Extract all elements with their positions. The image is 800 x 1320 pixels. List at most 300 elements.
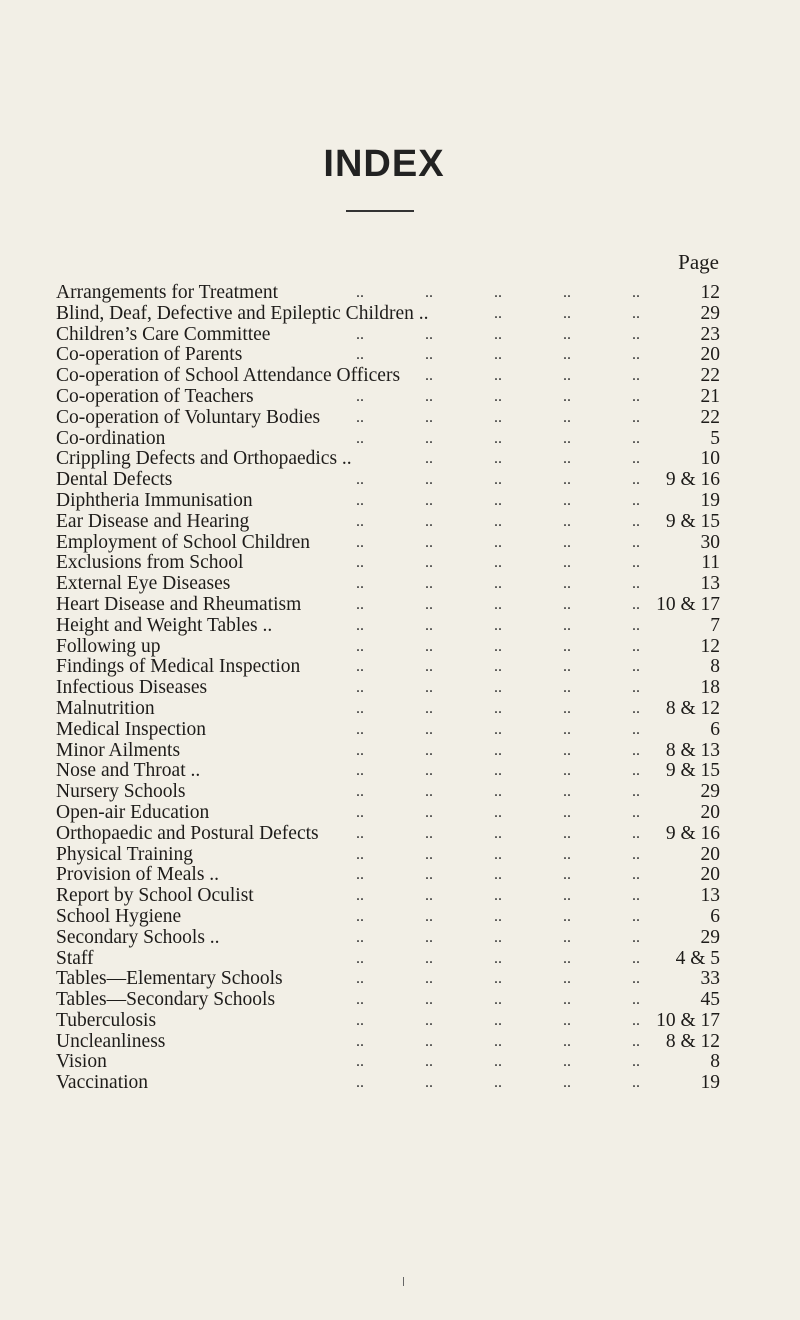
entry-page-number: 21 (700, 385, 720, 407)
title-divider (346, 210, 414, 212)
dot-leader: .. (563, 284, 571, 301)
entry-page-number: 22 (700, 365, 720, 387)
dot-leader: .. (632, 533, 640, 551)
index-entry (56, 637, 720, 658)
index-entry (56, 553, 720, 574)
dot-leader: .. (632, 304, 640, 322)
entry-label: Employment of School Children (56, 531, 311, 553)
dot-leader: .. (494, 1011, 502, 1029)
dot-leader: .. (563, 429, 571, 447)
dot-leader: .. (425, 928, 433, 946)
index-entry (56, 1052, 720, 1073)
dot-leader: .. (494, 616, 502, 634)
dot-leader: .. (356, 1011, 364, 1029)
dot-leader: .. (494, 491, 502, 509)
entry-label: Vaccination (56, 1072, 149, 1094)
entry-label: Heart Disease and Rheumatism (56, 593, 302, 615)
dot-leader: .. (563, 845, 571, 863)
dot-leader: .. (356, 346, 364, 364)
dot-leader: .. (494, 762, 502, 780)
entry-label: Orthopaedic and Postural Defects (56, 822, 319, 844)
index-entry (56, 283, 720, 304)
dot-leader: .. (425, 658, 433, 676)
index-entry (56, 449, 720, 470)
entry-page-number: 45 (700, 989, 720, 1011)
dot-leader: .. (494, 887, 502, 905)
dot-leader: .. (425, 699, 433, 717)
dot-leader: .. (356, 554, 364, 572)
dot-leader: .. (632, 762, 640, 780)
entry-page-number: 7 (710, 614, 720, 636)
index-entry (56, 616, 720, 637)
dot-leader: .. (425, 1011, 433, 1029)
dot-leader: .. (494, 429, 502, 447)
dot-leader: .. (632, 991, 640, 1009)
dot-leader: .. (425, 679, 433, 697)
entry-page-number: 13 (700, 573, 720, 595)
index-entry (56, 741, 720, 762)
dot-leader: .. (425, 1032, 433, 1050)
entry-page-number: 23 (700, 323, 720, 345)
dot-leader: .. (632, 783, 640, 801)
dot-leader: .. (494, 304, 502, 322)
index-entry (56, 304, 720, 325)
dot-leader: .. (425, 907, 433, 925)
entry-page-number: 29 (700, 302, 720, 324)
dot-leader: .. (425, 367, 433, 385)
entry-label: Exclusions from School (56, 552, 244, 574)
dot-leader: .. (494, 866, 502, 884)
dot-leader: .. (494, 408, 502, 426)
dot-leader: .. (563, 512, 571, 530)
dot-leader: .. (494, 949, 502, 967)
index-entry (56, 865, 720, 886)
dot-leader: .. (425, 991, 433, 1009)
dot-leader: .. (494, 595, 502, 613)
entry-page-number: 8 (710, 656, 720, 678)
index-entry (56, 366, 720, 387)
dot-leader: .. (356, 845, 364, 863)
dot-leader: .. (356, 471, 364, 489)
dot-leader: .. (563, 970, 571, 988)
dot-leader: .. (632, 429, 640, 447)
dot-leader: .. (632, 637, 640, 655)
dot-leader: .. (632, 658, 640, 676)
dot-leader: .. (356, 637, 364, 655)
dot-leader: .. (494, 554, 502, 572)
dot-leader: .. (632, 616, 640, 634)
dot-leader: .. (494, 720, 502, 738)
dot-leader: .. (632, 949, 640, 967)
dot-leader: .. (632, 450, 640, 468)
dot-leader: .. (425, 346, 433, 364)
dot-leader: .. (356, 1032, 364, 1050)
entry-label: Infectious Diseases (56, 677, 208, 699)
dot-leader: .. (563, 616, 571, 634)
entry-page-number: 20 (700, 843, 720, 865)
dot-leader: .. (425, 575, 433, 593)
dot-leader: .. (356, 512, 364, 530)
dot-leader: .. (563, 720, 571, 738)
entry-label: Findings of Medical Inspection (56, 656, 301, 678)
dot-leader: .. (632, 284, 640, 301)
dot-leader: .. (563, 533, 571, 551)
dot-leader: .. (356, 387, 364, 405)
entry-label: Ear Disease and Hearing (56, 510, 250, 532)
dot-leader: .. (563, 346, 571, 364)
entry-label: Co-operation of Voluntary Bodies (56, 406, 321, 428)
index-entry (56, 699, 720, 720)
dot-leader: .. (494, 325, 502, 343)
entry-page-number: 30 (700, 531, 720, 553)
entry-page-number: 13 (700, 885, 720, 907)
dot-leader: .. (425, 1074, 433, 1092)
entry-label: Staff (56, 947, 94, 969)
dot-leader: .. (494, 346, 502, 364)
dot-leader: .. (356, 803, 364, 821)
dot-leader: .. (425, 637, 433, 655)
entry-label: Malnutrition (56, 697, 155, 719)
dot-leader: .. (425, 887, 433, 905)
dot-leader: .. (356, 1074, 364, 1092)
dot-leader: .. (632, 1053, 640, 1071)
entry-page-number: 9 & 15 (665, 760, 720, 782)
dot-leader: .. (632, 679, 640, 697)
dot-leader: .. (494, 450, 502, 468)
dot-leader: .. (632, 554, 640, 572)
dot-leader: .. (356, 533, 364, 551)
dot-leader: .. (563, 699, 571, 717)
dot-leader: .. (632, 887, 640, 905)
entry-page-number: 12 (700, 282, 720, 303)
dot-leader: .. (425, 408, 433, 426)
entry-label: Co-operation of Parents (56, 344, 243, 366)
dot-leader: .. (494, 907, 502, 925)
dot-leader: .. (425, 824, 433, 842)
dot-leader: .. (356, 325, 364, 343)
index-entry (56, 949, 720, 970)
dot-leader: .. (425, 595, 433, 613)
entry-label: Open-air Education (56, 801, 210, 823)
dot-leader: .. (494, 367, 502, 385)
dot-leader: .. (563, 387, 571, 405)
dot-leader: .. (356, 658, 364, 676)
index-entry (56, 678, 720, 699)
dot-leader: .. (563, 679, 571, 697)
entry-label: Provision of Meals .. (56, 864, 220, 886)
dot-leader: .. (356, 824, 364, 842)
index-entry (56, 720, 720, 741)
dot-leader: .. (494, 1053, 502, 1071)
index-entry (56, 990, 720, 1011)
dot-leader: .. (563, 471, 571, 489)
dot-leader: .. (632, 346, 640, 364)
index-entry (56, 928, 720, 949)
entry-page-number: 8 & 12 (665, 1030, 720, 1052)
index-entry (56, 803, 720, 824)
entry-page-number: 20 (700, 801, 720, 823)
entry-label: Physical Training (56, 843, 194, 865)
entry-page-number: 4 & 5 (675, 947, 720, 969)
index-entry-list (56, 283, 720, 1094)
dot-leader: .. (425, 866, 433, 884)
dot-leader: .. (494, 803, 502, 821)
entry-page-number: 11 (701, 552, 720, 574)
dot-leader: .. (494, 928, 502, 946)
entry-page-number: 9 & 16 (665, 822, 720, 844)
dot-leader: .. (632, 699, 640, 717)
dot-leader: .. (356, 991, 364, 1009)
dot-leader: .. (494, 1032, 502, 1050)
dot-leader: .. (563, 866, 571, 884)
dot-leader: .. (356, 970, 364, 988)
dot-leader: .. (632, 824, 640, 842)
dot-leader: .. (563, 803, 571, 821)
dot-leader: .. (563, 741, 571, 759)
dot-leader: .. (494, 699, 502, 717)
entry-label: Co-operation of Teachers (56, 385, 254, 407)
dot-leader: .. (356, 699, 364, 717)
dot-leader: .. (425, 491, 433, 509)
index-entry (56, 512, 720, 533)
dot-leader: .. (425, 741, 433, 759)
dot-leader: .. (563, 637, 571, 655)
dot-leader: .. (356, 907, 364, 925)
dot-leader: .. (494, 970, 502, 988)
entry-page-number: 9 & 15 (665, 510, 720, 532)
entry-label: Tables—Elementary Schools (56, 968, 283, 990)
dot-leader: .. (632, 471, 640, 489)
dot-leader: .. (494, 471, 502, 489)
dot-leader: .. (563, 762, 571, 780)
entry-page-number: 19 (700, 1072, 720, 1094)
dot-leader: .. (563, 887, 571, 905)
entry-label: Arrangements for Treatment (56, 282, 279, 303)
index-entry (56, 470, 720, 491)
entry-page-number: 10 & 17 (656, 593, 720, 615)
dot-leader: .. (632, 387, 640, 405)
entry-label: Co-operation of School Attendance Officers (56, 365, 401, 387)
dot-leader: .. (425, 803, 433, 821)
index-entry (56, 845, 720, 866)
dot-leader: .. (632, 1011, 640, 1029)
entry-page-number: 33 (700, 968, 720, 990)
dot-leader: .. (632, 866, 640, 884)
dot-leader: .. (494, 845, 502, 863)
dot-leader: .. (356, 928, 364, 946)
entry-label: External Eye Diseases (56, 573, 231, 595)
dot-leader: .. (632, 741, 640, 759)
index-entry (56, 907, 720, 928)
dot-leader: .. (356, 491, 364, 509)
dot-leader: .. (563, 450, 571, 468)
dot-leader: .. (425, 325, 433, 343)
dot-leader: .. (563, 928, 571, 946)
entry-label: Medical Inspection (56, 718, 206, 740)
index-entry (56, 325, 720, 346)
dot-leader: .. (356, 616, 364, 634)
dot-leader: .. (356, 866, 364, 884)
entry-label: Dental Defects (56, 469, 173, 491)
dot-leader: .. (425, 970, 433, 988)
entry-label: Co-ordination (56, 427, 166, 449)
dot-leader: .. (356, 284, 364, 301)
dot-leader: .. (563, 1053, 571, 1071)
dot-leader: .. (494, 637, 502, 655)
dot-leader: .. (563, 949, 571, 967)
index-entry (56, 657, 720, 678)
dot-leader: .. (494, 679, 502, 697)
dot-leader: .. (425, 512, 433, 530)
dot-leader: .. (356, 720, 364, 738)
entry-label: Report by School Oculist (56, 885, 254, 907)
entry-page-number: 10 (700, 448, 720, 470)
dot-leader: .. (425, 533, 433, 551)
dot-leader: .. (632, 1032, 640, 1050)
dot-leader: .. (494, 512, 502, 530)
index-entry (56, 595, 720, 616)
dot-leader: .. (632, 325, 640, 343)
dot-leader: .. (425, 616, 433, 634)
dot-leader: .. (494, 284, 502, 301)
entry-page-number: 29 (700, 781, 720, 803)
dot-leader: .. (632, 575, 640, 593)
dot-leader: .. (632, 367, 640, 385)
dot-leader: .. (494, 741, 502, 759)
entry-page-number: 18 (700, 677, 720, 699)
entry-label: Nose and Throat .. (56, 760, 201, 782)
dot-leader: .. (425, 949, 433, 967)
dot-leader: .. (563, 658, 571, 676)
dot-leader: .. (425, 471, 433, 489)
dot-leader: .. (356, 887, 364, 905)
page-column-heading: Page (678, 250, 719, 274)
dot-leader: .. (425, 1053, 433, 1071)
dot-leader: .. (356, 679, 364, 697)
dot-leader: .. (356, 408, 364, 426)
dot-leader: .. (425, 845, 433, 863)
entry-page-number: 29 (700, 926, 720, 948)
index-entry (56, 429, 720, 450)
dot-leader: .. (563, 1074, 571, 1092)
dot-leader: .. (563, 408, 571, 426)
dot-leader: .. (632, 595, 640, 613)
entry-label: Diphtheria Immunisation (56, 489, 253, 511)
index-entry (56, 1032, 720, 1053)
index-entry (56, 782, 720, 803)
dot-leader: .. (563, 1011, 571, 1029)
dot-leader: .. (494, 387, 502, 405)
printer-mark (403, 1277, 404, 1286)
dot-leader: .. (632, 845, 640, 863)
dot-leader: .. (632, 720, 640, 738)
entry-page-number: 10 & 17 (656, 1009, 720, 1031)
index-entry (56, 491, 720, 512)
dot-leader: .. (563, 491, 571, 509)
entry-label: Children’s Care Committee (56, 323, 271, 345)
dot-leader: .. (494, 783, 502, 801)
dot-leader: .. (632, 970, 640, 988)
entry-label: Secondary Schools .. (56, 926, 220, 948)
dot-leader: .. (494, 1074, 502, 1092)
index-entry (56, 969, 720, 990)
dot-leader: .. (494, 991, 502, 1009)
dot-leader: .. (563, 554, 571, 572)
dot-leader: .. (425, 762, 433, 780)
dot-leader: .. (563, 304, 571, 322)
entry-label: Vision (56, 1051, 107, 1073)
dot-leader: .. (632, 512, 640, 530)
dot-leader: .. (632, 803, 640, 821)
dot-leader: .. (632, 1074, 640, 1092)
dot-leader: .. (563, 783, 571, 801)
entry-page-number: 20 (700, 864, 720, 886)
entry-label: Blind, Deaf, Defective and Epileptic Children .. (56, 302, 429, 324)
index-entry (56, 886, 720, 907)
entry-page-number: 5 (710, 427, 720, 449)
dot-leader: .. (356, 783, 364, 801)
dot-leader: .. (563, 991, 571, 1009)
dot-leader: .. (632, 491, 640, 509)
entry-label: Uncleanliness (56, 1030, 166, 1052)
dot-leader: .. (425, 783, 433, 801)
dot-leader: .. (356, 1053, 364, 1071)
entry-label: Nursery Schools (56, 781, 186, 803)
entry-page-number: 19 (700, 489, 720, 511)
entry-page-number: 12 (700, 635, 720, 657)
entry-label: Height and Weight Tables .. (56, 614, 273, 636)
index-entry (56, 1011, 720, 1032)
entry-page-number: 8 & 13 (665, 739, 720, 761)
dot-leader: .. (425, 720, 433, 738)
entry-label: Tuberculosis (56, 1009, 157, 1031)
dot-leader: .. (632, 928, 640, 946)
entry-label: Crippling Defects and Orthopaedics .. (56, 448, 352, 470)
dot-leader: .. (425, 284, 433, 301)
dot-leader: .. (425, 554, 433, 572)
dot-leader: .. (563, 325, 571, 343)
entry-page-number: 20 (700, 344, 720, 366)
entry-page-number: 8 (710, 1051, 720, 1073)
entry-page-number: 9 & 16 (665, 469, 720, 491)
dot-leader: .. (425, 450, 433, 468)
dot-leader: .. (563, 824, 571, 842)
dot-leader: .. (494, 533, 502, 551)
dot-leader: .. (356, 949, 364, 967)
index-entry (56, 408, 720, 429)
index-entry (56, 533, 720, 554)
entry-page-number: 6 (710, 718, 720, 740)
dot-leader: .. (563, 575, 571, 593)
dot-leader: .. (563, 907, 571, 925)
entry-label: Tables—Secondary Schools (56, 989, 276, 1011)
dot-leader: .. (494, 575, 502, 593)
dot-leader: .. (356, 429, 364, 447)
dot-leader: .. (494, 824, 502, 842)
dot-leader: .. (563, 1032, 571, 1050)
entry-page-number: 6 (710, 905, 720, 927)
dot-leader: .. (632, 408, 640, 426)
index-entry (56, 574, 720, 595)
dot-leader: .. (563, 595, 571, 613)
dot-leader: .. (425, 387, 433, 405)
entry-page-number: 8 & 12 (665, 697, 720, 719)
index-entry (56, 824, 720, 845)
index-entry (56, 387, 720, 408)
index-entry (56, 761, 720, 782)
dot-leader: .. (356, 741, 364, 759)
dot-leader: .. (494, 658, 502, 676)
